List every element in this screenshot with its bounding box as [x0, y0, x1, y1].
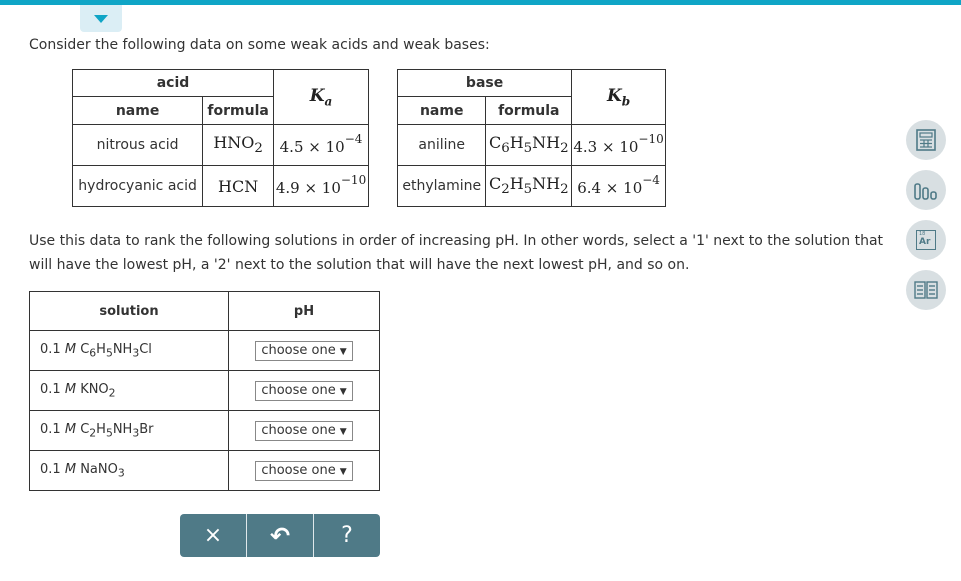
periodic-table-button[interactable] [906, 220, 946, 260]
table-row [398, 125, 666, 166]
ph-rank-select[interactable]: choose one ▼ [255, 381, 352, 401]
acid-name-header: name [73, 97, 203, 125]
answer-toolbar [180, 514, 380, 557]
ka-header [274, 70, 369, 125]
base-name: aniline [398, 125, 486, 166]
base-formula: $C_2H_5NH_2$ [486, 166, 572, 207]
calculator-icon [916, 129, 936, 151]
chart-button[interactable] [906, 170, 946, 210]
table-row [30, 331, 380, 371]
acid-formula: $HNO_2$ [203, 125, 274, 166]
ranking-table [29, 291, 380, 491]
chevron-down-icon [94, 15, 108, 23]
acid-group-header: acid [73, 70, 274, 97]
base-formula-header: formula [486, 97, 572, 125]
calculator-button[interactable] [906, 120, 946, 160]
acid-formula: HCN [203, 166, 274, 207]
solution-label: 0.1 M $KNO_2$ [30, 371, 229, 411]
kb-symbol: $K_b$ [606, 85, 631, 109]
table-row [398, 166, 666, 207]
collapse-tab[interactable] [80, 5, 122, 32]
undo-icon: ↶ [269, 521, 291, 550]
dropdown-arrow-icon: ▼ [339, 386, 347, 397]
ka-symbol: $K_a$ [309, 85, 333, 109]
ph-rank-select[interactable]: choose one ▼ [255, 341, 352, 361]
base-name: ethylamine [398, 166, 486, 207]
ph-rank-select[interactable]: choose one ▼ [255, 461, 352, 481]
close-icon: × [203, 523, 223, 548]
ph-header: pH [229, 292, 380, 331]
top-accent-bar [0, 0, 961, 5]
help-button[interactable] [313, 514, 380, 557]
base-formula: $C_6H_5NH_2$ [486, 125, 572, 166]
kb-header [572, 70, 666, 125]
base-name-header: name [398, 97, 486, 125]
ka-value: $4.5 \times 10^{-4}$ [274, 125, 369, 166]
solution-label: 0.1 M NaNO$_3$ [30, 451, 229, 491]
reference-button[interactable] [906, 270, 946, 310]
table-row [73, 125, 369, 166]
solution-header: solution [30, 292, 229, 331]
solution-label: 0.1 M $C_6H_5NH_3Cl$ [30, 331, 229, 371]
base-table [397, 69, 666, 207]
table-row [30, 411, 380, 451]
book-icon [914, 281, 938, 299]
kb-value: $6.4 \times 10^{-4}$ [572, 166, 666, 207]
undo-button[interactable] [246, 514, 313, 557]
table-row [30, 371, 380, 411]
table-row [73, 166, 369, 207]
dropdown-arrow-icon: ▼ [339, 426, 347, 437]
bar-chart-icon [914, 180, 938, 200]
ph-rank-select[interactable]: choose one ▼ [255, 421, 352, 441]
acid-name: hydrocyanic acid [73, 166, 203, 207]
acid-name: nitrous acid [73, 125, 203, 166]
solution-label: 0.1 M $C_2H_5NH_3Br$ [30, 411, 229, 451]
instructions-text: Use this data to rank the following solutions in order of increasing pH. In other words, select a '1' next to the solution that will have the lowest pH, a '2' next to the solution that will have the next lowest pH, and so on. [29, 233, 884, 273]
base-group-header: base [398, 70, 572, 97]
intro-text: Consider the following data on some weak acids and weak bases: [29, 37, 490, 53]
dropdown-arrow-icon: ▼ [339, 346, 347, 357]
ka-value: $4.9 \times 10^{-10}$ [274, 166, 369, 207]
periodic-table-icon: 18 Ar [916, 230, 936, 250]
kb-value: $4.3 \times 10^{-10}$ [572, 125, 666, 166]
dropdown-arrow-icon: ▼ [339, 466, 347, 477]
help-icon: ? [341, 523, 353, 548]
clear-button[interactable] [180, 514, 246, 557]
acid-table [72, 69, 369, 207]
acid-formula-header: formula [203, 97, 274, 125]
table-row [30, 451, 380, 491]
